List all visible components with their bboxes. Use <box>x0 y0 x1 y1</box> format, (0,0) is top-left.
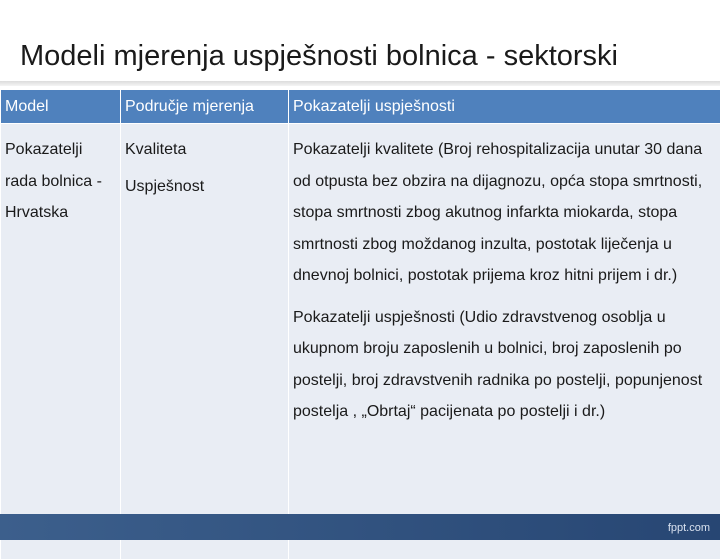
indicator-efficiency-text: Pokazatelji uspješnosti (Udio zdravstvenog osoblja u ukupnom broju zaposlenih u bolnici, broj zaposlenih po postelji, broj zdravstvenih radnika po postelji, popunjenost postelja , „Obrtaj“ pacijenata po postelji i dr.) <box>293 302 716 428</box>
table-header-row <box>1 90 720 124</box>
cell-areas <box>121 124 289 560</box>
indicator-quality-text: Pokazatelji kvalitete (Broj rehospitalizacija unutar 30 dana od otpusta bez obzira na dijagnozu, opća stopa smrtnosti, stopa smrtnosti zbog akutnog infarkta miokarda, stopa smrtnosti zbog moždanog inzulta, postotak liječenja u dnevnoj bolnici, postotak prijema kroz hitni prijem i dr.) <box>293 134 716 292</box>
cell-indicators <box>289 124 720 560</box>
cell-model: Pokazatelji rada bolnica - Hrvatska <box>1 124 121 560</box>
footer-bar <box>0 514 720 540</box>
models-table <box>0 89 720 560</box>
brand-watermark: fppt.com <box>668 522 710 534</box>
title-divider <box>0 81 720 86</box>
header-model: Model <box>1 90 121 124</box>
header-indicators: Pokazatelji uspješnosti <box>289 90 720 124</box>
area-efficiency: Uspješnost <box>125 175 284 198</box>
header-area: Područje mjerenja <box>121 90 289 124</box>
table-row <box>1 124 720 560</box>
area-quality: Kvaliteta <box>125 134 284 166</box>
page-title: Modeli mjerenja uspješnosti bolnica - sektorski <box>20 40 618 73</box>
